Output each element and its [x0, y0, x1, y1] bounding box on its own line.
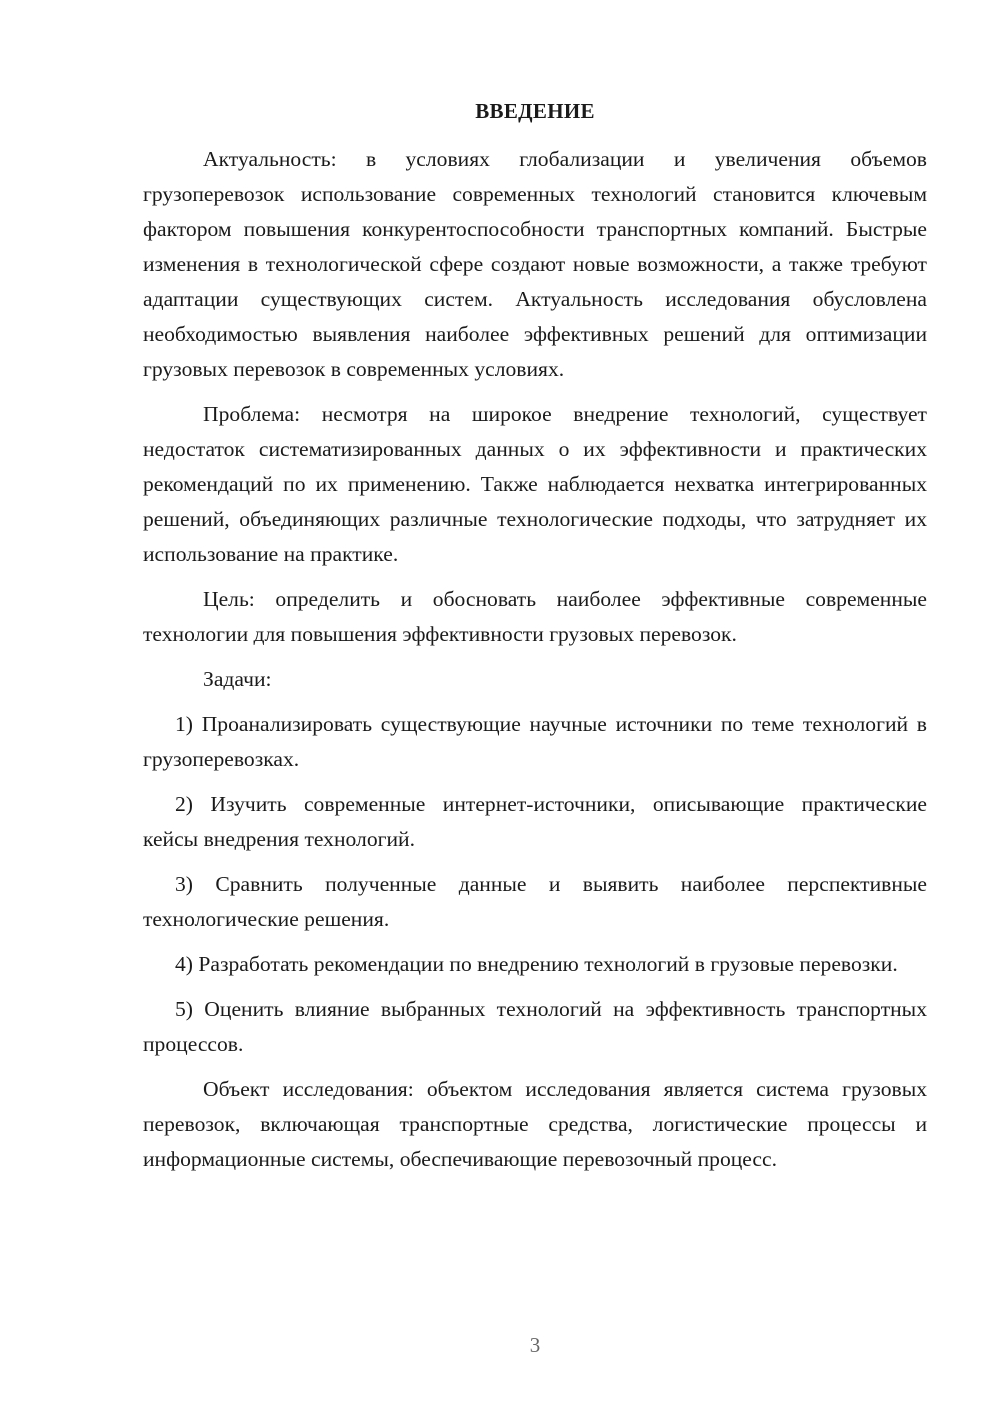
page-number: 3 [529, 1333, 541, 1357]
paragraph-object: Объект исследования: объектом исследования является система грузовых перевозок, включающая транспортные средства, логистические процессы и информационные системы, обеспечивающие перевозочный процесс. [143, 1077, 927, 1171]
tasks-label: Задачи: [203, 667, 272, 691]
document-body [143, 142, 927, 1187]
task-item-4: 4) Разработать рекомендации по внедрению технологий в грузовые перевозки. [175, 952, 898, 976]
task-item-3: 3) Сравнить полученные данные и выявить наиболее перспективные технологические решения. [143, 872, 927, 931]
paragraph-problem: Проблема: несмотря на широкое внедрение технологий, существует недостаток систематизированных данных о их эффективности и практических рекомендаций по их применению. Также наблюдается нехватка интегрированных решений, объединяющих различные технологические подходы, что затрудняет их использование на практике. [143, 402, 927, 566]
paragraph-goal: Цель: определить и обосновать наиболее эффективные современные технологии для повышения эффективности грузовых перевозок. [143, 587, 927, 646]
task-item-2: 2) Изучить современные интернет-источники, описывающие практические кейсы внедрения технологий. [143, 792, 927, 851]
paragraph-relevance: Актуальность: в условиях глобализации и увеличения объемов грузоперевозок использование современных технологий становится ключевым фактором повышения конкурентоспособности транспортных компаний. Быстрые изменения в технологической сфере создают новые возможности, а также требуют адаптации существующих систем. Актуальность исследования обусловлена необходимостью выявления наиболее эффективных решений для оптимизации грузовых перевозок в современных условиях. [143, 147, 927, 381]
document-page [143, 0, 927, 1414]
section-heading: ВВЕДЕНИЕ [475, 99, 595, 123]
task-item-1: 1) Проанализировать существующие научные источники по теме технологий в грузоперевозках. [143, 712, 927, 771]
task-item-5: 5) Оценить влияние выбранных технологий на эффективность транспортных процессов. [143, 997, 927, 1056]
